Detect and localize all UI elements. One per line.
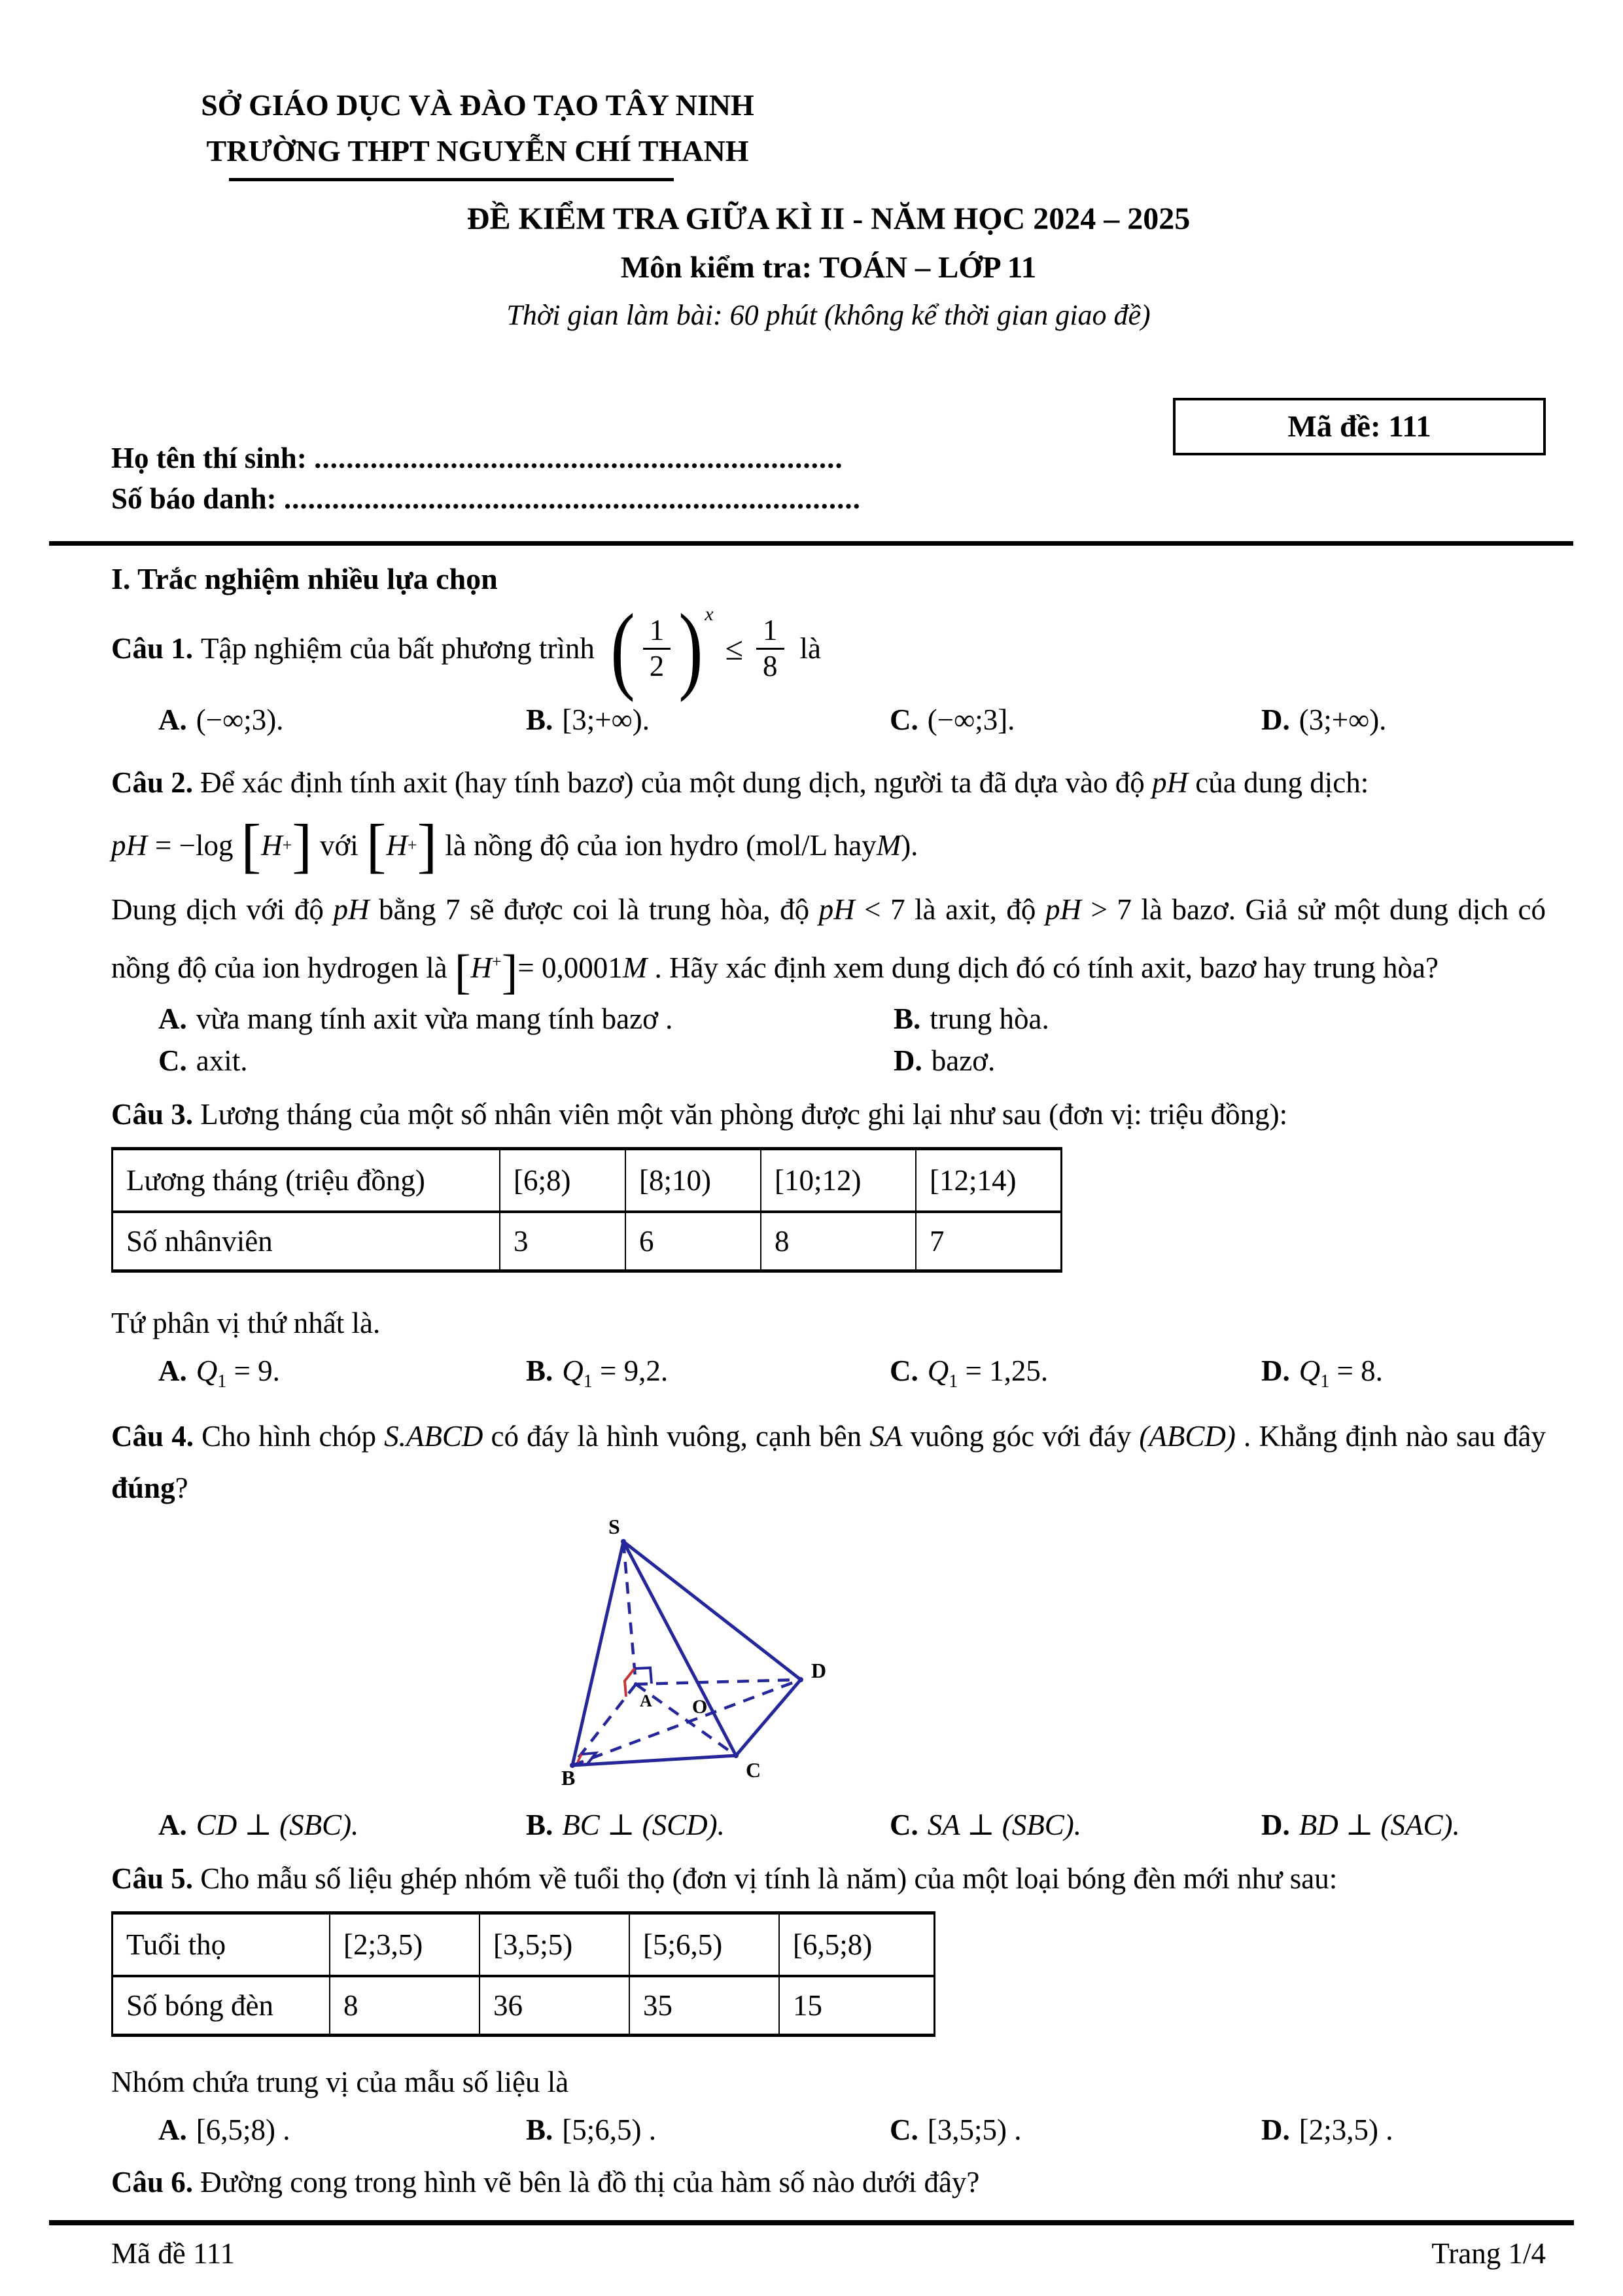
pyramid-figure [561,1515,849,1797]
option-value: BC ⊥ (SCD). [562,1809,725,1841]
q2-equation: = 0,0001 [517,951,623,984]
ph-symbol: pH [111,829,147,862]
option-value: axit. [196,1044,248,1077]
table-row [113,1212,1062,1271]
option-value: bazơ. [931,1044,996,1077]
h-symbol: H [386,829,408,862]
vertex-C-dot [733,1753,739,1758]
right-bracket: ] [501,945,518,999]
option-label: C. [890,703,918,736]
q-symbol: Q [562,1354,584,1387]
option-value: trung hòa. [930,1002,1049,1035]
m-symbol: M [876,829,901,862]
q-subscript: 1 [1320,1371,1330,1392]
vertex-D-dot [798,1677,803,1682]
q2-text: . Hãy xác định xem dung dịch đó có tính axit, bazơ hay trung hòa? [647,951,1439,984]
close-paren-period: ). [901,829,918,862]
table-row [113,1976,935,2036]
option-label: D. [894,1044,922,1077]
option-value: [5;6,5) . [562,2113,656,2146]
q5-data-cell: Số bóng đèn [113,1976,330,2036]
question-1-text: Tập nghiệm của bất phương trình [201,632,595,665]
q-symbol: Q [927,1354,949,1387]
table-row [113,1913,935,1977]
exam-code-box [1173,398,1546,455]
math-sabcd: S.ABCD [384,1420,483,1453]
q5-data-cell: 15 [779,1976,935,2036]
q4-option-d [1261,1803,1546,1847]
footer [111,2236,1546,2270]
q-symbol: Q [1299,1354,1321,1387]
school-name: TRƯỜNG THPT NGUYỄN CHÍ THANH [206,134,749,168]
q4-bold-word: đúng [111,1472,175,1504]
h-symbol: H [470,951,493,984]
option-label: B. [894,1002,921,1035]
ph-symbol: pH [1152,766,1189,799]
vertex-label-A: A [640,1691,652,1710]
student-name-dotted-field: .................................................................. [314,442,843,474]
q-symbol: Q [196,1354,218,1387]
q3-data-cell: 7 [916,1212,1062,1271]
option-label: D. [1261,2113,1290,2146]
vertex-label-D: D [811,1659,827,1682]
q3-option-b [526,1349,890,1404]
question-2-options-row-2 [111,1040,1546,1082]
plus-superscript: + [492,952,502,971]
option-value: vừa mang tính axit vừa mang tính bazơ . [196,1002,673,1035]
vertex-label-C: C [746,1758,761,1782]
q2-text: Dung dịch với độ [111,893,334,926]
q2-text: Để xác định tính axit (hay tính bazơ) của một dung dịch, người ta đã dựa vào độ [193,766,1153,799]
q2-option-c [158,1040,894,1082]
q4-text: . Khẳng định nào sau đây [1235,1420,1546,1453]
q-subscript: 1 [949,1371,958,1392]
edge-SD [623,1542,801,1680]
question-4-intro [111,1411,1546,1514]
q5-header-cell: [6,5;8) [779,1913,935,1977]
option-value: [2;3,5) . [1299,2113,1393,2146]
header-school-block [124,82,831,181]
exam-title: ĐỀ KIỂM TRA GIỮA KÌ II - NĂM HỌC 2024 – 2025 [466,202,1191,236]
question-6-label: Câu 6. [111,2166,194,2199]
edge-SC [623,1542,736,1756]
equals-minus-log: = −log [155,829,234,862]
option-value: = 9. [234,1354,280,1387]
fraction-denominator: 2 [649,649,665,682]
table-row [113,1149,1062,1212]
option-value: [3;+∞). [562,703,650,736]
option-label: C. [890,2113,918,2146]
q4-text: ? [175,1472,188,1504]
question-1-tail: là [799,632,821,665]
option-value: = 8. [1336,1354,1383,1387]
vertex-A-dot [634,1682,638,1686]
q1-option-d [1261,698,1546,742]
ph-symbol: pH [333,893,370,926]
option-label: D. [1261,1809,1290,1841]
fraction-denominator: 8 [763,649,778,682]
option-label: B. [526,703,553,736]
question-5-intro [111,1854,1546,1903]
q3-option-d [1261,1349,1546,1404]
question-3-label: Câu 3. [111,1098,194,1131]
vertex-label-B: B [561,1766,576,1790]
option-label: B. [526,1354,553,1387]
q-subscript: 1 [217,1371,227,1392]
left-bracket: [ [454,945,471,999]
q3-header-cell: [10;12) [761,1149,916,1212]
with-word: với [319,829,358,862]
question-1-options [111,698,1546,742]
plus-superscript: + [282,836,292,855]
department-name: SỞ GIÁO DỤC VÀ ĐÀO TẠO TÂY NINH [201,88,754,122]
option-value: (3;+∞). [1299,703,1387,736]
option-label: C. [890,1809,918,1841]
q1-option-c [890,698,1261,742]
center-label-O: O [692,1696,708,1718]
q1-option-a [158,698,526,742]
exponent-x: x [705,603,714,625]
q2-formula-text: là nồng độ của ion hydro (mol/L hay [445,829,877,862]
option-label: A. [158,2113,187,2146]
q3-data-cell: 8 [761,1212,916,1271]
option-label: A. [158,1354,187,1387]
question-4-options [111,1803,1546,1847]
q2-text: của dung dịch: [1188,766,1369,799]
title-block [111,194,1546,340]
header-separator-rule [49,541,1573,546]
pyramid-svg [561,1515,843,1790]
q5-option-c [890,2108,1261,2152]
q5-header-cell: [3,5;5) [480,1913,629,1977]
q3-header-cell: Lương tháng (triệu đồng) [113,1149,500,1212]
question-5-label: Câu 5. [111,1862,194,1895]
plus-superscript: + [407,836,417,855]
q5-option-d [1261,2108,1546,2152]
q3-data-cell: Số nhânviên [113,1212,500,1271]
question-2-body [111,883,1546,999]
option-value: = 9,2. [600,1354,669,1387]
q4-text: Cho hình chóp [193,1420,385,1453]
q3-data-table [111,1147,1062,1273]
math-abcd: (ABCD) [1139,1420,1236,1453]
q5-text: Cho mẫu số liệu ghép nhóm về tuổi thọ (đơn vị tính là năm) của một loại bóng đèn mới như sau: [193,1862,1338,1895]
q2-text: bằng 7 sẽ được coi là trung hòa, độ [369,893,819,926]
q5-data-cell: 35 [629,1976,779,2036]
school-underline [229,178,674,181]
fraction-1-8 [756,615,784,682]
option-value: [6,5;8) . [196,2113,290,2146]
q3-data-cell: 6 [625,1212,761,1271]
question-5-subtext: Nhóm chứa trung vị của mẫu số liệu là [111,2066,569,2098]
option-value: CD ⊥ (SBC). [196,1809,359,1841]
footer-page-number: Trang 1/4 [1431,2237,1546,2270]
option-value: BD ⊥ (SAC). [1299,1809,1460,1841]
ph-symbol: pH [1045,893,1081,926]
q6-text: Đường cong trong hình vẽ bên là đồ thị của hàm số nào dưới đây? [193,2166,980,2199]
q5-header-cell: Tuổi thọ [113,1913,330,1977]
q2-text: < 7 là axit, độ [854,893,1045,926]
option-label: C. [890,1354,918,1387]
question-2-label: Câu 2. [111,766,194,799]
q5-data-table [111,1911,935,2037]
footer-exam-code: Mã đề 111 [111,2237,236,2270]
fraction-1-2 [643,615,671,682]
option-value: (−∞;3]. [927,703,1015,736]
q4-option-a [158,1803,526,1847]
q5-header-cell: [2;3,5) [330,1913,480,1977]
option-value: = 1,25. [965,1354,1049,1387]
question-2-formula: pH = −log [ H + ] với [ H + ] là nồng độ của ion hydro (mol/L hay M ). [111,812,918,879]
q3-text: Lương tháng của một số nhân viên một văn phòng được ghi lại như sau (đơn vị: triệu đồng): [193,1098,1288,1131]
q-subscript: 1 [583,1371,593,1392]
q1-option-b [526,698,890,742]
question-5-options [111,2108,1546,2152]
question-1-label: Câu 1. [111,632,194,665]
time-line: Thời gian làm bài: 60 phút (không kể thời gian giao đề) [506,299,1151,331]
q5-option-b [526,2108,890,2152]
student-id-dotted-field: ........................................................................ [283,482,861,515]
option-label: A. [158,1809,187,1841]
question-3-options [111,1349,1546,1404]
question-3-subtext: Tứ phân vị thứ nhất là. [111,1307,381,1339]
q3-option-a [158,1349,526,1404]
q4-option-b [526,1803,890,1847]
q5-data-cell: 36 [480,1976,629,2036]
vertex-S-dot [621,1539,626,1544]
question-6-intro [111,2157,1546,2207]
edge-SB [572,1542,623,1765]
right-angle-mark-A [635,1668,652,1684]
q3-header-cell: [8;10) [625,1149,761,1212]
option-label: D. [1261,703,1290,736]
q2-text: > 7 là bazơ. Giả sử một dung dịch có nồng độ của ion hydrogen là [111,893,1546,984]
section-1-title: I. Trắc nghiệm nhiều lựa chọn [111,562,498,595]
option-value: (−∞;3). [196,703,284,736]
fraction-numerator: 1 [756,615,784,649]
q2-option-b [894,998,1546,1040]
question-4-label: Câu 4. [111,1420,194,1453]
footer-rule [49,2220,1574,2225]
option-label: B. [526,2113,553,2146]
q5-data-cell: 8 [330,1976,480,2036]
student-id-line [111,478,1546,519]
q4-text: vuông góc với đáy [902,1420,1140,1453]
question-2-intro [111,756,1546,809]
option-label: A. [158,1002,187,1035]
subject-line: Môn kiểm tra: TOÁN – LỚP 11 [620,251,1037,285]
exam-code-label: Mã đề: 111 [1287,410,1431,444]
fraction-numerator: 1 [643,615,671,649]
q5-header-cell: [5;6,5) [629,1913,779,1977]
q3-header-cell: [12;14) [916,1149,1062,1212]
vertex-label-S: S [608,1515,620,1538]
question-3-intro [111,1089,1546,1139]
q5-option-a [158,2108,526,2152]
option-label: A. [158,703,187,736]
option-label: D. [1261,1354,1290,1387]
option-label: B. [526,1809,553,1841]
option-value: [3,5;5) . [927,2113,1022,2146]
ph-symbol: pH [818,893,855,926]
q3-data-cell: 3 [500,1212,625,1271]
h-symbol: H [261,829,283,862]
q3-option-c [890,1349,1261,1404]
option-label: C. [158,1044,187,1077]
question-1: Câu 1. Tập nghiệm của bất phương trình ( $\frac{1}{2}$ ) x ≤ $\frac{1}{8}$ là [111,594,821,703]
student-id-label: Số báo danh: [111,482,284,515]
q4-text: có đáy là hình vuông, cạnh bên [483,1420,870,1453]
option-value: SA ⊥ (SBC). [927,1809,1081,1841]
edge-AD-dashed [636,1680,801,1684]
q4-option-c [890,1803,1261,1847]
math-sa: SA [869,1420,903,1453]
q2-option-a [158,998,894,1040]
q3-header-cell: [6;8) [500,1149,625,1212]
student-name-label: Họ tên thí sinh: [111,442,315,474]
question-2-options-row-1 [111,998,1546,1040]
q2-option-d [894,1040,1546,1082]
m-symbol: M [622,951,648,984]
leq-sign: ≤ [725,630,744,667]
